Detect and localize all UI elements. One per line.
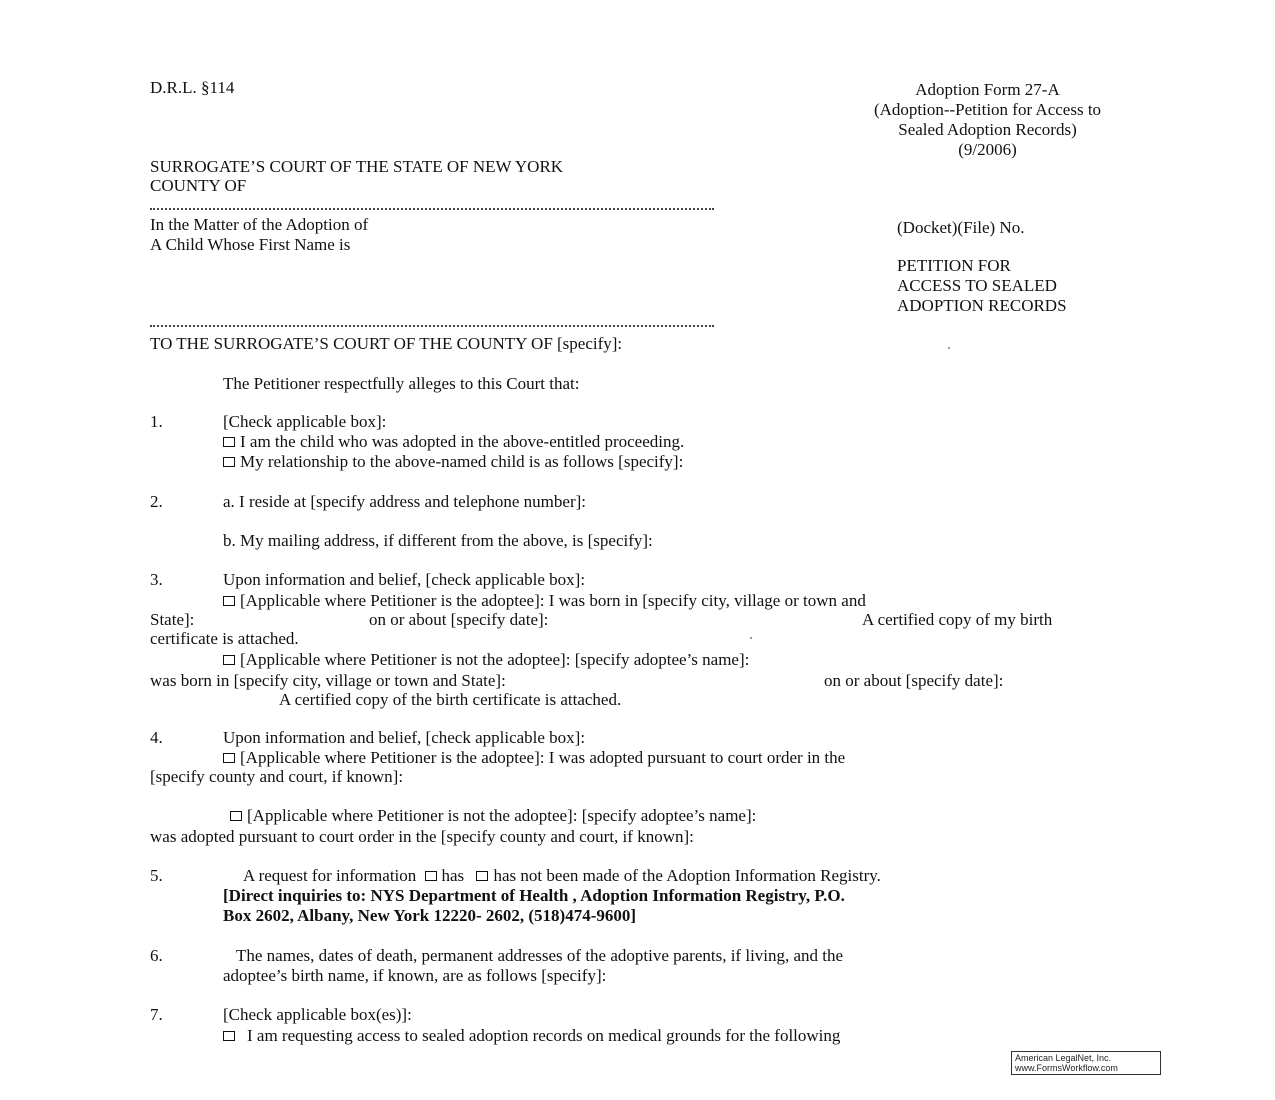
para-7-number: 7. xyxy=(150,1005,163,1024)
para-3-label: Upon information and belief, [check applicable box]: xyxy=(223,570,586,589)
vendor-badge[interactable] xyxy=(1011,1051,1161,1075)
para-1-option-relationship xyxy=(223,452,683,472)
checkbox-relationship[interactable] xyxy=(223,457,235,467)
checkbox-born-not-adoptee[interactable] xyxy=(223,655,235,665)
para-5-has-not-label: has not been made of the Adoption Information Registry. xyxy=(493,866,881,885)
para-3-option-adoptee-text: [Applicable where Petitioner is the adoptee]: I was born in [specify city, village or town and xyxy=(240,591,866,610)
para-1-option-relationship-text: My relationship to the above-named child is as follows [specify]: xyxy=(240,452,684,471)
scan-speck xyxy=(750,637,752,639)
para-4-option-adoptee-text: [Applicable where Petitioner is the adoptee]: I was adopted pursuant to court order in the xyxy=(240,748,846,767)
para-5-request xyxy=(243,866,881,886)
para-5-has-label: has xyxy=(441,866,465,885)
para-4-county-court: [specify county and court, if known]: xyxy=(150,767,404,786)
address-line: TO THE SURROGATE’S COURT OF THE COUNTY OF [specify]: xyxy=(150,334,623,353)
para-3-certificate-line2: certificate is attached. xyxy=(150,629,299,648)
para-1-number: 1. xyxy=(150,412,163,431)
para-4-option-not-adoptee-text: [Applicable where Petitioner is not the adoptee]: [specify adoptee’s name]: xyxy=(247,806,757,825)
document-title-line2: ACCESS TO SEALED xyxy=(897,276,1057,295)
checkbox-born-adoptee[interactable] xyxy=(223,596,235,606)
matter-line2: A Child Whose First Name is xyxy=(150,235,351,254)
para-4-option-adoptee xyxy=(223,748,845,768)
para-3-certificate-line1: A certified copy of my birth xyxy=(862,610,1053,629)
caption-bottom-rule xyxy=(150,325,714,327)
para-4-option-not-adoptee xyxy=(230,806,756,826)
document-title-line1: PETITION FOR xyxy=(897,256,1011,275)
para-3-date-label: on or about [specify date]: xyxy=(369,610,549,629)
checkbox-has-not[interactable] xyxy=(476,871,488,881)
para-5-number: 5. xyxy=(150,866,163,885)
para-1-option-adoptee xyxy=(223,432,684,452)
para-2-number: 2. xyxy=(150,492,163,511)
checkbox-medical-grounds[interactable] xyxy=(223,1031,235,1041)
form-title-block xyxy=(810,80,1165,160)
para-7-option-medical-text: I am requesting access to sealed adoption records on medical grounds for the following xyxy=(247,1026,841,1045)
court-name: SURROGATE’S COURT OF THE STATE OF NEW YORK xyxy=(150,157,564,176)
para-3-born-location: was born in [specify city, village or town and State]: xyxy=(150,671,506,690)
para-1-label: [Check applicable box]: xyxy=(223,412,387,431)
vendor-badge-url: www.FormsWorkflow.com xyxy=(1015,1063,1118,1073)
scan-speck xyxy=(948,347,950,349)
court-county-label: COUNTY OF xyxy=(150,176,247,195)
para-3-certificate-attached: A certified copy of the birth certificate is attached. xyxy=(279,690,622,709)
para-6-line1: The names, dates of death, permanent addresses of the adoptive parents, if living, and the xyxy=(236,946,844,965)
form-subtitle-line2: Sealed Adoption Records) xyxy=(898,120,1077,139)
para-3-born-date: on or about [specify date]: xyxy=(824,671,1004,690)
para-5-registry-contact-line1: [Direct inquiries to: NYS Department of Health , Adoption Information Registry, P.O. xyxy=(223,886,845,905)
para-3-option-not-adoptee-text: [Applicable where Petitioner is not the adoptee]: [specify adoptee’s name]: xyxy=(240,650,750,669)
intro-statement: The Petitioner respectfully alleges to this Court that: xyxy=(223,374,580,393)
docket-number-label: (Docket)(File) No. xyxy=(897,218,1025,237)
para-5-registry-contact-line2: Box 2602, Albany, New York 12220- 2602, (518)474-9600] xyxy=(223,906,637,925)
para-4-adopted-court-order: was adopted pursuant to court order in the [specify county and court, if known]: xyxy=(150,827,694,846)
form-number: Adoption Form 27-A xyxy=(915,80,1060,99)
para-7-label: [Check applicable box(es)]: xyxy=(223,1005,412,1024)
checkbox-adopted-not-adoptee[interactable] xyxy=(230,811,242,821)
para-7-option-medical xyxy=(223,1026,840,1046)
checkbox-adoptee[interactable] xyxy=(223,437,235,447)
matter-line1: In the Matter of the Adoption of xyxy=(150,215,369,234)
statute-reference: D.R.L. §114 xyxy=(150,78,235,97)
para-4-label: Upon information and belief, [check applicable box]: xyxy=(223,728,586,747)
para-2a-residence: a. I reside at [specify address and telephone number]: xyxy=(223,492,586,511)
para-3-state-label: State]: xyxy=(150,610,195,629)
form-revision-date: (9/2006) xyxy=(958,140,1017,159)
form-subtitle-line1: (Adoption--Petition for Access to xyxy=(873,100,1102,119)
para-6-number: 6. xyxy=(150,946,163,965)
para-6-line2: adoptee’s birth name, if known, are as follows [specify]: xyxy=(223,966,607,985)
para-5-lead-text: A request for information xyxy=(243,866,417,885)
para-3-option-adoptee xyxy=(223,591,866,611)
checkbox-adopted-adoptee[interactable] xyxy=(223,753,235,763)
para-1-option-adoptee-text: I am the child who was adopted in the above-entitled proceeding. xyxy=(240,432,685,451)
para-4-number: 4. xyxy=(150,728,163,747)
document-title-line3: ADOPTION RECORDS xyxy=(897,296,1067,315)
vendor-badge-name: American LegalNet, Inc. xyxy=(1015,1053,1112,1063)
para-2b-mailing-address: b. My mailing address, if different from the above, is [specify]: xyxy=(223,531,653,550)
caption-top-rule xyxy=(150,208,714,210)
checkbox-has[interactable] xyxy=(425,871,437,881)
para-3-option-not-adoptee xyxy=(223,650,749,670)
document-title xyxy=(897,256,1067,316)
para-3-number: 3. xyxy=(150,570,163,589)
